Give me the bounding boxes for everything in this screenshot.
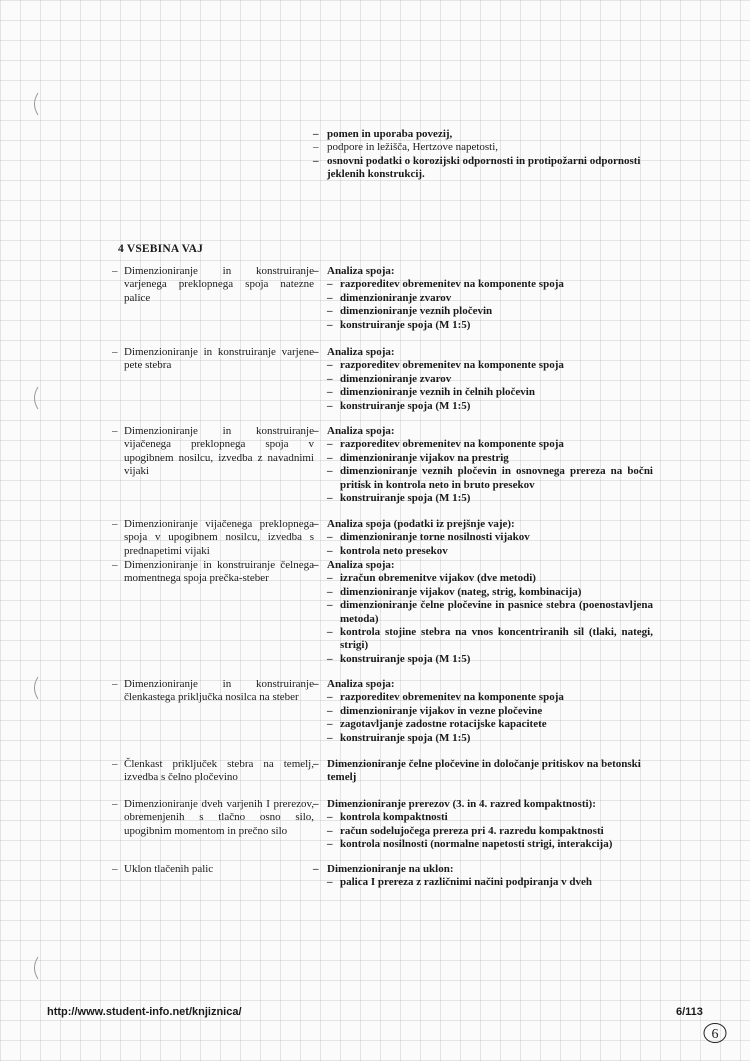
exercise-title: – Dimenzioniranje in konstruiranje čelnega momentnega spoja prečka-steber xyxy=(112,559,314,586)
exercise-title: – Uklon tlačenih palic xyxy=(112,863,314,876)
exercise-heading: – Dimenzioniranje čelne pločevine in določanje pritiskov na betonski temelj xyxy=(313,758,653,785)
list-item: – dimenzioniranje vijakov (nateg, strig, kombinacija) xyxy=(327,586,653,599)
punch-hole-mark xyxy=(30,676,40,700)
list-item: – kontrola kompaktnosti xyxy=(327,811,653,824)
list-item: – kontrola nosilnosti (normalne napetosti strigi, interakcija) xyxy=(327,838,653,851)
page-number: 6/113 xyxy=(676,1006,703,1018)
list-item: – dimenzioniranje vijakov in vezne pločevine xyxy=(327,705,653,718)
list-item: – konstruiranje spoja (M 1:5) xyxy=(327,653,653,666)
exercise-items xyxy=(313,438,653,505)
exercise-items xyxy=(313,531,653,558)
list-item: – pomen in uporaba povezij, xyxy=(313,128,658,141)
list-item: – razporeditev obremenitev na komponente spoja xyxy=(327,278,653,291)
exercise-heading: – Analiza spoja: xyxy=(313,559,653,572)
list-item: – razporeditev obremenitev na komponente spoja xyxy=(327,691,653,704)
list-item: – konstruiranje spoja (M 1:5) xyxy=(327,492,653,505)
exercise-content xyxy=(313,758,653,785)
list-item: – razporeditev obremenitev na komponente spoja xyxy=(327,359,653,372)
list-item: – dimenzioniranje veznih in čelnih pločevin xyxy=(327,386,653,399)
list-item: – konstruiranje spoja (M 1:5) xyxy=(327,732,653,745)
exercise-items xyxy=(313,572,653,666)
punch-hole-mark xyxy=(30,956,40,980)
exercise-title: – Dimenzioniranje in konstruiranje vijačenega preklopnega spoja v upogibnem nosilcu, izvedba z navadnimi vijaki xyxy=(112,425,314,479)
exercise-content xyxy=(313,425,653,505)
list-item: – dimenzioniranje veznih pločevin xyxy=(327,305,653,318)
exercise-heading: – Analiza spoja: xyxy=(313,346,653,359)
list-item: – dimenzioniranje veznih pločevin in osnovnega prereza na bočni pritisk in kontrola neto in bruto presekov xyxy=(327,465,653,492)
list-item: – podpore in ležišča, Hertzove napetosti, xyxy=(313,141,658,154)
punch-hole-mark xyxy=(30,386,40,410)
list-item: – kontrola neto presekov xyxy=(327,545,653,558)
exercise-content xyxy=(313,518,653,558)
footer-url[interactable]: http://www.student-info.net/knjiznica/ xyxy=(47,1006,242,1018)
list-item: – konstruiranje spoja (M 1:5) xyxy=(327,400,653,413)
exercise-title: – Dimenzioniranje dveh varjenih I prerezov, obremenjenih s tlačno osno silo, upogibnim momentom in prečno silo xyxy=(112,798,314,838)
exercise-title: – Dimenzioniranje in konstruiranje varjene pete stebra xyxy=(112,346,314,373)
exercise-items xyxy=(313,691,653,745)
list-item: – konstruiranje spoja (M 1:5) xyxy=(327,319,653,332)
exercise-items xyxy=(313,359,653,413)
exercise-heading: – Analiza spoja: xyxy=(313,265,653,278)
exercise-items xyxy=(313,876,653,889)
list-item: – palica I prereza z različnimi načini podpiranja v dveh xyxy=(327,876,653,889)
list-item: – osnovni podatki o korozijski odpornosti in protipožarni odpornosti jeklenih konstrukcij. xyxy=(313,155,658,182)
exercise-title: – Dimenzioniranje in konstruiranje členkastega priključka nosilca na steber xyxy=(112,678,314,705)
exercise-title: – Členkast priključek stebra na temelj, izvedba s čelno pločevino xyxy=(112,758,314,785)
exercise-content xyxy=(313,798,653,852)
list-item: – dimenzioniranje čelne pločevine in pasnice stebra (poenostavljena metoda) xyxy=(327,599,653,626)
list-item: – dimenzioniranje zvarov xyxy=(327,292,653,305)
exercise-title: – Dimenzioniranje vijačenega preklopnega spoja v upogibnem nosilcu, izvedba s prednapetimi vijaki xyxy=(112,518,314,558)
list-item: – račun sodelujočega prereza pri 4. razredu kompaktnosti xyxy=(327,825,653,838)
exercise-heading: – Analiza spoja: xyxy=(313,678,653,691)
list-item: – dimenzioniranje zvarov xyxy=(327,373,653,386)
exercise-content xyxy=(313,346,653,413)
handwritten-digit: 6 xyxy=(711,1027,719,1042)
list-item: – izračun obremenitve vijakov (dve metodi) xyxy=(327,572,653,585)
list-item: – razporeditev obremenitev na komponente spoja xyxy=(327,438,653,451)
handwritten-page-mark xyxy=(702,1021,728,1045)
exercise-content xyxy=(313,559,653,666)
exercise-heading: – Dimenzioniranje na uklon: xyxy=(313,863,653,876)
exercise-title: – Dimenzioniranje in konstruiranje varjenega preklopnega spoja natezne palice xyxy=(112,265,314,305)
exercise-heading: – Dimenzioniranje prerezov (3. in 4. razred kompaktnosti): xyxy=(313,798,653,811)
intro-topic-list xyxy=(313,128,658,182)
exercise-content xyxy=(313,265,653,332)
section-title: 4 VSEBINA VAJ xyxy=(118,243,204,255)
list-item: – kontrola stojine stebra na vnos koncentriranih sil (tlaki, nategi, strigi) xyxy=(327,626,653,653)
exercise-content xyxy=(313,863,653,890)
exercise-heading: – Analiza spoja (podatki iz prejšnje vaje): xyxy=(313,518,653,531)
list-item: – zagotavljanje zadostne rotacijske kapacitete xyxy=(327,718,653,731)
punch-hole-mark xyxy=(30,92,40,116)
exercise-items xyxy=(313,811,653,851)
list-item: – dimenzioniranje vijakov na prestrig xyxy=(327,452,653,465)
exercise-heading: – Analiza spoja: xyxy=(313,425,653,438)
exercise-items xyxy=(313,278,653,332)
exercise-content xyxy=(313,678,653,745)
list-item: – dimenzioniranje torne nosilnosti vijakov xyxy=(327,531,653,544)
